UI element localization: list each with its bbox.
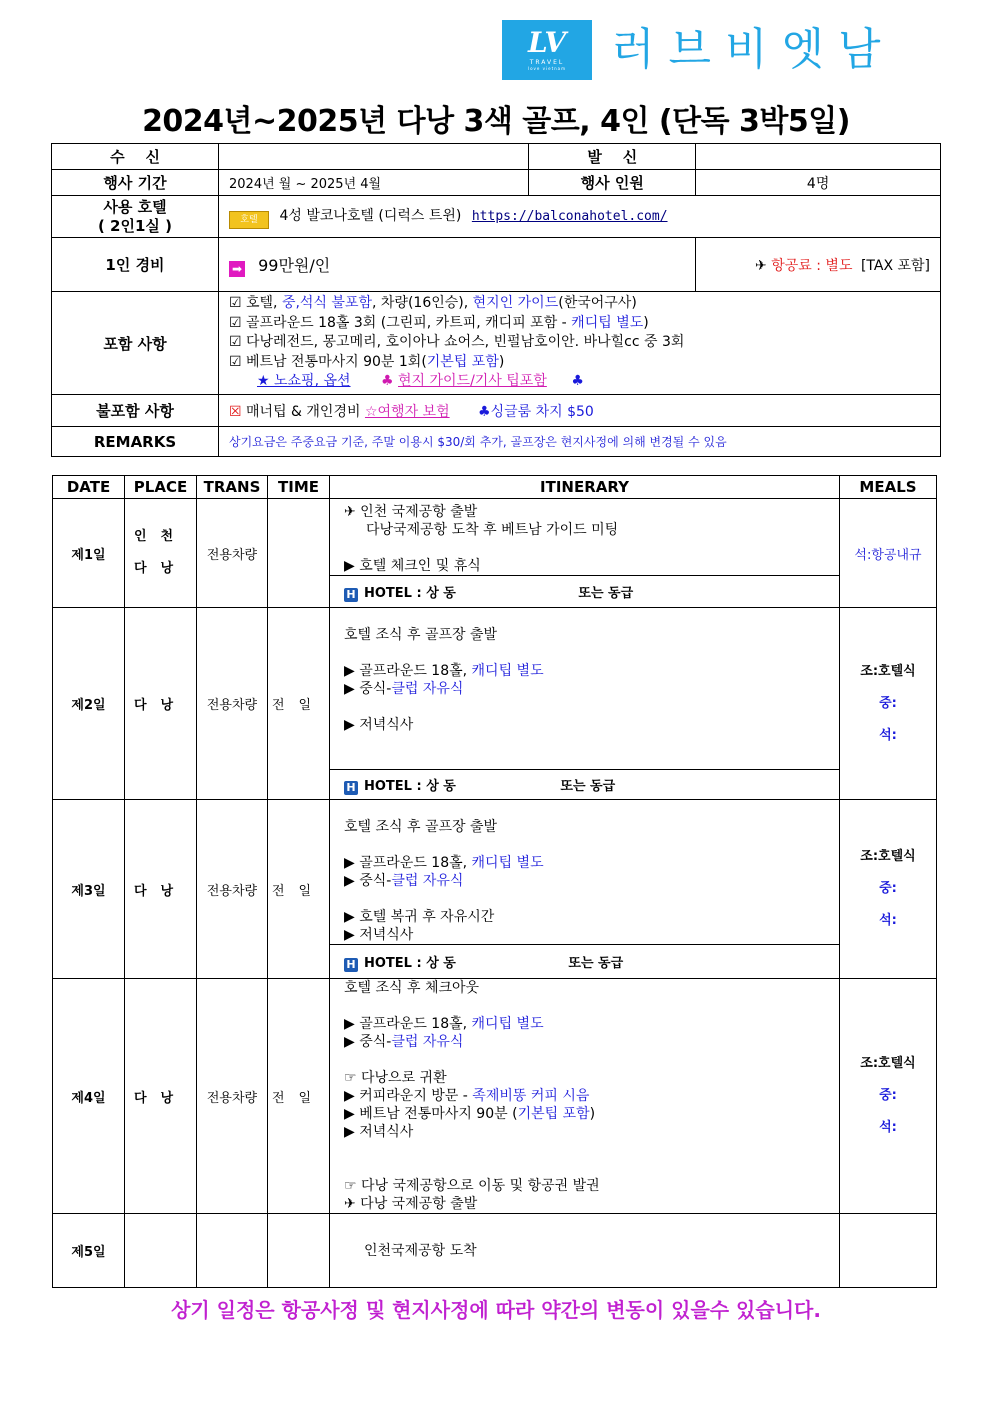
cost-value: 99만원/인 (258, 255, 331, 275)
remarks-label: REMARKS (52, 427, 219, 457)
day1-place (125, 499, 197, 608)
cost-label: 1인 경비 (52, 238, 219, 292)
receiver-label: 수 신 (52, 144, 219, 170)
col-time: TIME (268, 476, 330, 499)
day4-breakfast: 조:호텔식 (860, 1056, 916, 1071)
day2-line2 (344, 662, 825, 680)
logo-sub2: love vietnam (527, 66, 567, 71)
day4-line1: 호텔 조식 후 체크아웃 (344, 980, 480, 996)
day3-hotel-name: HOTEL : 상 동 (364, 955, 456, 971)
day3-golf: ▶ 골프라운드 18홀, (344, 855, 472, 871)
period-label: 행사 기간 (52, 170, 219, 196)
day2-meals (840, 608, 937, 800)
receiver-value (219, 144, 529, 170)
people-value: 4명 (696, 170, 941, 196)
day1-date: 제1일 (53, 499, 125, 608)
day4-coffee: ▶ 커피라운지 방문 - (344, 1088, 473, 1104)
hotel-label-line2: ( 2인1실 ) (97, 216, 172, 235)
day3-meals (840, 800, 937, 979)
day3-time: 전일 (268, 800, 330, 979)
day2-caddie-tip: 캐디팁 별도 (471, 663, 544, 679)
day4-line3 (344, 1033, 825, 1051)
include-golf-close: ) (643, 314, 649, 331)
include-line-3: ☑ 다낭레전드, 몽고메리, 호이아나 쇼어스, 빈펄남호이안. 바나힐cc 중 3회 (229, 334, 685, 351)
day3-itinerary (330, 800, 840, 945)
col-itinerary: ITINERARY (330, 476, 840, 499)
airfare-tax: [TAX 포함] (860, 257, 930, 274)
day3-lunch-free: 클럽 자유식 (391, 873, 464, 889)
day1-line2: 다낭국제공항 도착 후 베트남 가이드 미팅 (366, 522, 619, 538)
exclude-tips: 매너팁 & 개인경비 (246, 403, 361, 420)
sender-label: 발 신 (529, 144, 696, 170)
footer-notice: 상기 일정은 항공사정 및 현지사정에 따라 약간의 변동이 있을수 있습니다. (171, 1298, 821, 1322)
hotel-icon: H (344, 781, 358, 795)
exclude-list (219, 395, 941, 427)
cost-value-cell (219, 238, 696, 292)
hotel-label-line1: 사용 호텔 (103, 197, 167, 216)
day4-line5 (344, 1087, 825, 1105)
club-icon: ♣ (571, 373, 584, 390)
day3-hotel-or: 또는 동급 (568, 955, 624, 971)
day4-golf: ▶ 골프라운드 18홀, (344, 1016, 472, 1032)
day2-lunch: ▶ 중식- (344, 681, 392, 697)
include-massage: ☑ 베트남 전통마사지 90분 1회( (229, 353, 427, 370)
day4-massage-tip: 기본팁 포함 (517, 1106, 590, 1122)
day3-place: 다낭 (125, 800, 197, 979)
day2-hotel (330, 770, 840, 800)
day3-caddie-tip: 캐디팁 별도 (471, 855, 544, 871)
hotel-icon: 호텔 (229, 211, 269, 229)
day4-coffee-tasting: 족제비똥 커피 시음 (472, 1088, 590, 1104)
day3-line2 (344, 854, 825, 872)
info-table (51, 143, 941, 457)
logo-text: LV (527, 26, 567, 59)
include-guide: 현지인 가이드 (472, 295, 559, 312)
page-title: 2024년~2025년 다낭 3색 골프, 4인 (단독 3박5일) (142, 104, 850, 139)
day1-meals: 석:항공내규 (840, 499, 937, 608)
day4-dinner-meal: 석: (879, 1120, 897, 1135)
day2-breakfast: 조:호텔식 (860, 663, 916, 679)
day4-line4: ☞ 다낭으로 귀환 (344, 1070, 447, 1086)
period-value: 2024년 월 ~ 2025년 4월 (219, 170, 529, 196)
include-line-1 (229, 294, 930, 314)
hotel-value: 4성 발코나호텔 (디럭스 트윈) (279, 207, 462, 224)
hotel-url-link[interactable]: https://balconahotel.com/ (471, 208, 668, 224)
hotel-label (52, 196, 219, 238)
day1-place-from: 인천 (133, 529, 188, 544)
club-icon: ♣ (380, 373, 394, 390)
day2-date: 제2일 (53, 608, 125, 800)
day4-massage-close: ) (589, 1106, 596, 1122)
include-guide-tip: 현지 가이드/기사 팁포함 (398, 373, 547, 390)
day5-time (268, 1214, 330, 1288)
col-meals: MEALS (840, 476, 937, 499)
day1-time (268, 499, 330, 608)
company-logo (502, 20, 592, 80)
people-label: 행사 인원 (529, 170, 696, 196)
day2-line4: ▶ 저녁식사 (344, 717, 414, 733)
day2-trans: 전용차량 (197, 608, 268, 800)
day4-lunch: ▶ 중식- (344, 1034, 392, 1050)
hotel-value-cell (219, 196, 941, 238)
day3-lunch: ▶ 중식- (344, 873, 392, 889)
exclude-insurance: ☆여행자 보험 (364, 403, 450, 420)
arrow-right-icon: ➡ (229, 261, 245, 277)
day4-massage: ▶ 베트남 전통마사지 90분 ( (344, 1106, 518, 1122)
cross-box-icon: ☒ (229, 403, 242, 420)
day2-line3 (344, 680, 825, 698)
day4-place: 다낭 (125, 979, 197, 1214)
day1-place-to: 다낭 (133, 561, 188, 576)
day4-itinerary (330, 979, 840, 1214)
day2-lunch-free: 클럽 자유식 (391, 681, 464, 697)
col-place: PLACE (125, 476, 197, 499)
day2-itinerary (330, 608, 840, 770)
include-label: 포함 사항 (52, 292, 219, 395)
day3-date: 제3일 (53, 800, 125, 979)
day2-time: 전일 (268, 608, 330, 800)
day2-golf: ▶ 골프라운드 18홀, (344, 663, 472, 679)
day5-place (125, 1214, 197, 1288)
day4-caddie-tip: 캐디팁 별도 (471, 1016, 544, 1032)
remarks-value: 상기요금은 주중요금 기준, 주말 이용시 $30/회 추가, 골프장은 현지사정에 의해 변경될 수 있음 (219, 427, 941, 457)
day4-line7: ▶ 저녁식사 (344, 1124, 414, 1140)
itinerary-table (52, 475, 937, 1288)
include-caddie-tip: 캐디팁 별도 (571, 314, 644, 331)
day2-line1: 호텔 조식 후 골프장 출발 (344, 627, 498, 643)
day1-row (53, 499, 937, 576)
day4-lunch-free: 클럽 자유식 (391, 1034, 464, 1050)
hotel-icon: H (344, 588, 358, 602)
day3-trans: 전용차량 (197, 800, 268, 979)
day1-hotel (330, 576, 840, 608)
day5-date: 제5일 (53, 1214, 125, 1288)
day4-date: 제4일 (53, 979, 125, 1214)
include-vehicle: , 차량(16인승), (372, 295, 473, 312)
day1-itinerary (330, 499, 840, 576)
sender-value (696, 144, 941, 170)
day3-hotel (330, 945, 840, 979)
day2-hotel-name: HOTEL : 상 동 (364, 778, 456, 794)
day3-breakfast: 조:호텔식 (860, 849, 916, 864)
day4-line6 (344, 1105, 825, 1123)
include-hotel: ☑ 호텔, (229, 295, 282, 312)
day2-hotel-or: 또는 동급 (560, 778, 616, 794)
include-massage-close: ) (498, 353, 505, 370)
day1-line1: ✈ 인천 국제공항 출발 (344, 504, 478, 520)
include-list (219, 292, 941, 395)
day5-trans (197, 1214, 268, 1288)
airfare-label: 항공료 : 별도 (771, 257, 853, 274)
airfare-cell (696, 238, 941, 292)
col-date: DATE (53, 476, 125, 499)
day1-hotel-or: 또는 동급 (578, 585, 634, 601)
day2-place: 다낭 (125, 608, 197, 800)
exclude-label: 불포함 사항 (52, 395, 219, 427)
day3-line1: 호텔 조식 후 골프장 출발 (344, 819, 498, 835)
day5-meals (840, 1214, 937, 1288)
include-golf: ☑ 골프라운드 18홀 3회 (그린피, 카트피, 캐디피 포함 - (229, 314, 572, 331)
day3-lunch-meal: 중: (879, 881, 897, 896)
day4-time: 전일 (268, 979, 330, 1214)
day4-trans: 전용차량 (197, 979, 268, 1214)
day1-line3: ▶ 호텔 체크인 및 휴식 (344, 558, 481, 574)
airplane-icon: ✈ (755, 257, 767, 274)
day3-line3 (344, 872, 825, 890)
include-line-2 (229, 314, 930, 334)
day1-hotel-name: HOTEL : 상 동 (364, 585, 456, 601)
day4-line9: ✈ 다낭 국제공항 출발 (344, 1196, 478, 1212)
day4-line8: ☞ 다낭 국제공항으로 이동 및 항공권 발권 (344, 1178, 600, 1194)
day1-trans: 전용차량 (197, 499, 268, 608)
day2-lunch-meal: 중: (879, 695, 897, 711)
hotel-icon: H (344, 958, 358, 972)
day4-meals (840, 979, 937, 1214)
day5-itinerary (330, 1214, 840, 1288)
day4-line2 (344, 1015, 825, 1033)
day5-line1: 인천국제공항 도착 (364, 1242, 477, 1259)
logo-sub: TRAVEL (529, 59, 565, 66)
include-line-5 (229, 372, 930, 392)
include-line-4 (229, 353, 930, 373)
include-meals-excluded: 중,석식 불포함 (281, 295, 372, 312)
day4-lunch-meal: 중: (879, 1088, 897, 1103)
day2-dinner-meal: 석: (879, 727, 897, 743)
day3-line4: ▶ 호텔 복귀 후 자유시간 (344, 909, 495, 925)
brand-name: 러브비엣남 (612, 24, 895, 75)
col-trans: TRANS (197, 476, 268, 499)
include-guide-note: (한국어구사) (558, 295, 637, 312)
include-no-shopping: ★ 노쇼핑, 옵션 (257, 373, 351, 390)
day3-line5: ▶ 저녁식사 (344, 927, 414, 943)
include-massage-tip: 기본팁 포함 (426, 353, 499, 370)
day3-dinner-meal: 석: (879, 913, 897, 928)
exclude-single-charge: ♣싱글룸 차지 $50 (478, 403, 594, 420)
